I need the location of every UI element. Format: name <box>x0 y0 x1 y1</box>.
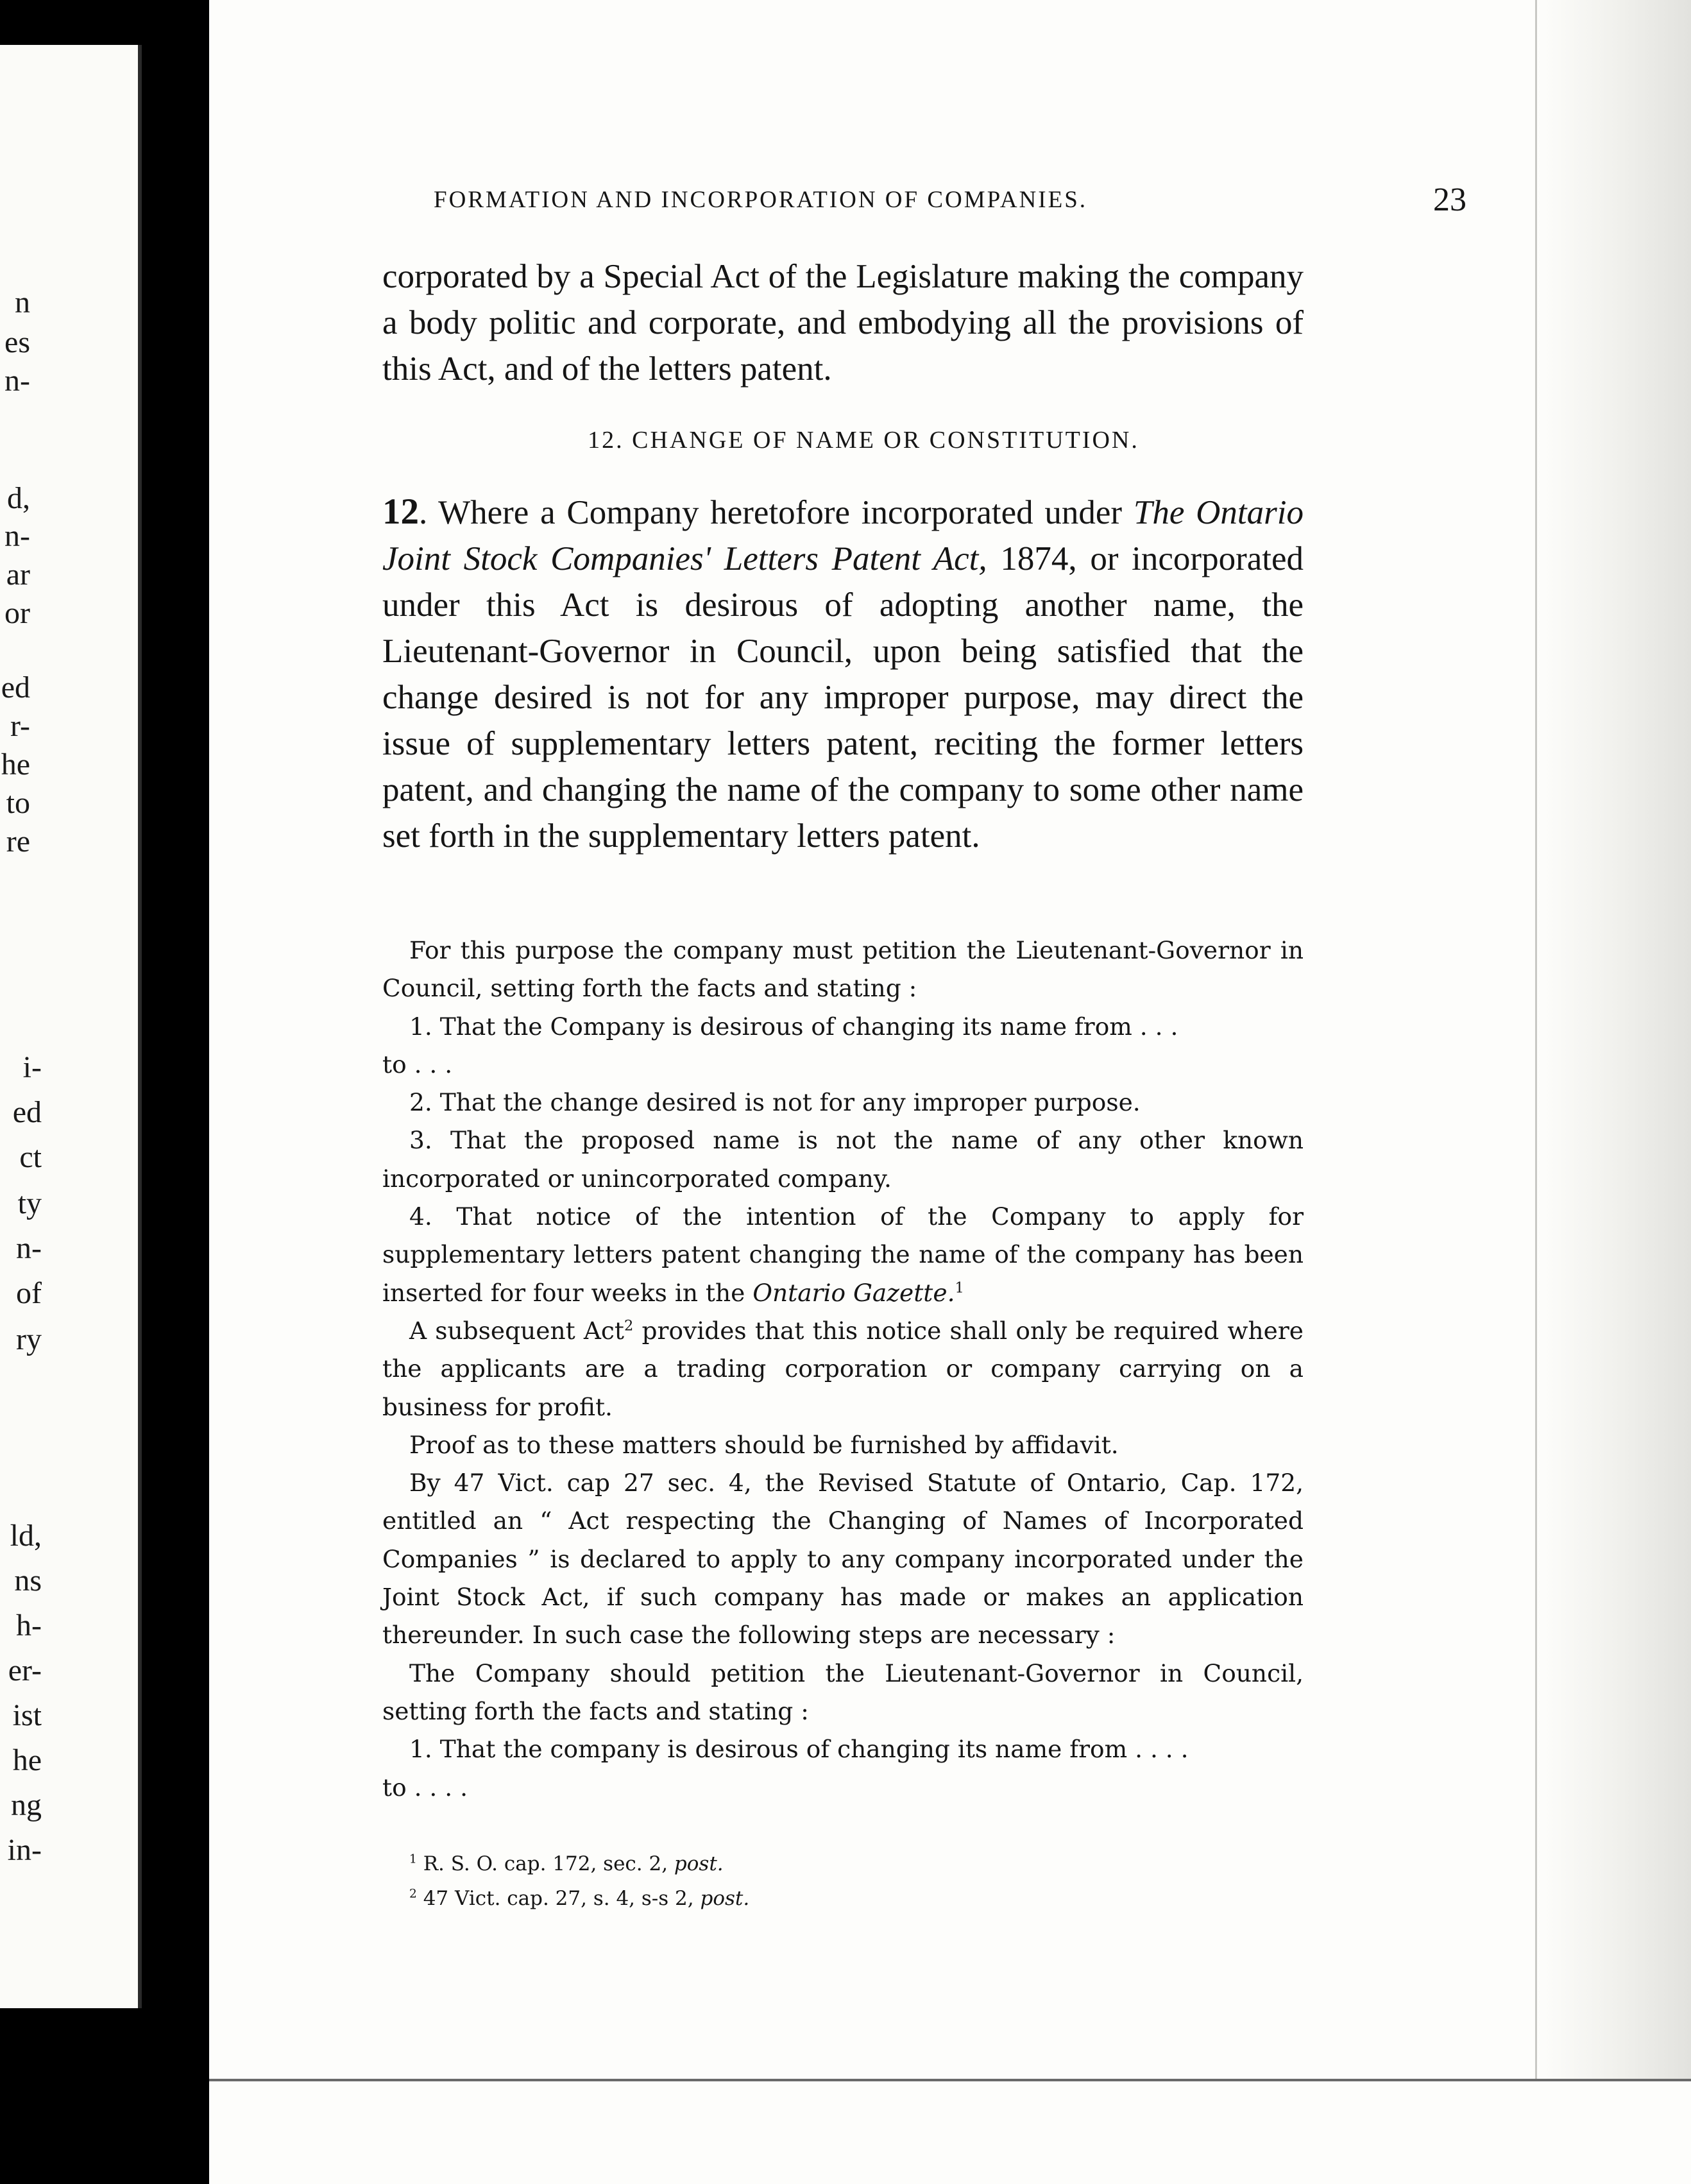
book-page <box>209 0 1691 2181</box>
left-text-fragment: ist <box>12 1698 42 1732</box>
running-head <box>434 181 1466 219</box>
left-text-fragment: re <box>6 824 30 858</box>
left-text-fragment: to <box>6 786 30 820</box>
section-text-after: 1874, or incorporated under this Act is desirous of adopting another name, the Lieutenant-Governor in Council, upon being satisfied that the change desired is not for any improper purpose, may direct the issue of supplementary letters patent, reciting the former letters patent, and changing the name of the company to some other name set forth in the supplementary letters patent. <box>382 540 1304 855</box>
note-item: 2. That the change desired is not for any improper purpose. <box>409 1088 1141 1117</box>
note-paragraph: Proof as to these matters should be furnished by affidavit. <box>409 1430 1119 1459</box>
left-text-fragment: h- <box>16 1608 42 1642</box>
note-paragraph: The Company should petition the Lieutenant-Governor in Council, setting forth the facts and stating : <box>382 1659 1304 1725</box>
continued-paragraph: corporated by a Special Act of the Legislature making the company a body politic and corporate, and embodying all the provisions of this Act, and of the letters patent. <box>382 258 1304 388</box>
page-number: 23 <box>1433 182 1466 218</box>
left-text-fragment: n- <box>16 1231 42 1265</box>
footnote-number: 2 <box>409 1887 417 1901</box>
note-text: provides that this notice shall only be required where the applicants are a trading corporation or company carrying on a business for profit. <box>382 1316 1304 1421</box>
notes-block <box>382 932 1304 1807</box>
section-number: 12 <box>382 491 419 532</box>
note-item-continued: to . . . <box>382 1050 453 1079</box>
left-text-fragment: er- <box>8 1653 42 1687</box>
note-item: 1. That the company is desirous of changing its name from . . . . <box>409 1735 1189 1764</box>
left-text-fragment: i- <box>22 1050 42 1084</box>
note-item: 1. That the Company is desirous of changing its name from . . . <box>409 1012 1178 1041</box>
left-facing-page <box>0 45 142 2008</box>
left-text-fragment: n <box>15 286 30 320</box>
note-item <box>382 1198 1304 1312</box>
footnotes <box>382 1847 1304 1916</box>
footnote-text: R. S. O. cap. 172, sec. 2, <box>416 1852 674 1875</box>
gazette-title: Ontario Gazette. <box>752 1278 955 1307</box>
left-text-fragment: ed <box>1 670 30 704</box>
section-text-before: . Where a Company heretofore incorporated under <box>419 494 1134 531</box>
left-text-fragment: or <box>4 596 30 630</box>
left-text-fragment: ld, <box>10 1519 42 1553</box>
footnote <box>382 1847 1304 1881</box>
running-title: FORMATION AND INCORPORATION OF COMPANIES. <box>434 187 1088 213</box>
left-text-fragment: ng <box>11 1788 42 1822</box>
footnote-post: post. <box>674 1852 724 1875</box>
left-text-fragment: of <box>16 1276 42 1310</box>
footnote-ref: 2 <box>624 1317 634 1335</box>
left-text-fragment: ns <box>14 1564 42 1598</box>
left-text-fragment: in- <box>7 1833 42 1867</box>
footnote-text: 47 Vict. cap. 27, s. 4, s-s 2, <box>416 1887 701 1910</box>
page-bottom-edge <box>209 2079 1691 2184</box>
section-paragraph <box>382 489 1304 859</box>
left-text-fragment: ty <box>17 1186 42 1220</box>
note-item: 3. That the proposed name is not the name of any other known incorporated or unincorporated company. <box>382 1126 1304 1193</box>
act-title: The Ontario Joint Stock Companies' Letters Patent Act, <box>382 494 1304 577</box>
footnote-post: post. <box>700 1887 750 1910</box>
left-text-fragment: n- <box>4 364 30 398</box>
left-text-fragment: ar <box>6 558 30 592</box>
note-paragraph: By 47 Vict. cap 27 sec. 4, the Revised Statute of Ontario, Cap. 172, entitled an “ Act respecting the Changing of Names of Incorporated Companies ” is declared to apply to any company incorporated under the Joint Stock Act, if such company has made or makes an application thereunder. In such case the following steps are necessary : <box>382 1469 1304 1650</box>
book-gutter <box>142 0 209 2181</box>
note-item-continued: to . . . . <box>382 1773 468 1802</box>
left-text-fragment: d, <box>7 481 30 515</box>
left-text-fragment: he <box>12 1743 42 1777</box>
left-text-fragment: ed <box>12 1095 42 1129</box>
left-text-fragment: r- <box>10 709 30 743</box>
footnote-number: 1 <box>409 1852 417 1866</box>
page-edge <box>1535 0 1691 2092</box>
note-item-text: 4. That notice of the intention of the Company to apply for supplementary letters patent changing the name of the company has been inserted for four weeks in the <box>382 1202 1304 1307</box>
left-text-fragment: he <box>1 747 30 781</box>
left-text-fragment: es <box>4 325 30 359</box>
footnote-ref: 1 <box>955 1279 964 1297</box>
note-text: A subsequent Act <box>409 1316 625 1345</box>
note-paragraph: For this purpose the company must petition the Lieutenant-Governor in Council, setting forth the facts and stating : <box>382 936 1304 1003</box>
left-text-fragment: ry <box>16 1322 42 1356</box>
left-text-fragment: n- <box>4 519 30 553</box>
section-heading: 12. CHANGE OF NAME OR CONSTITUTION. <box>588 427 1139 454</box>
left-text-fragment: ct <box>19 1140 42 1174</box>
note-paragraph <box>382 1312 1304 1426</box>
footnote <box>382 1881 1304 1916</box>
